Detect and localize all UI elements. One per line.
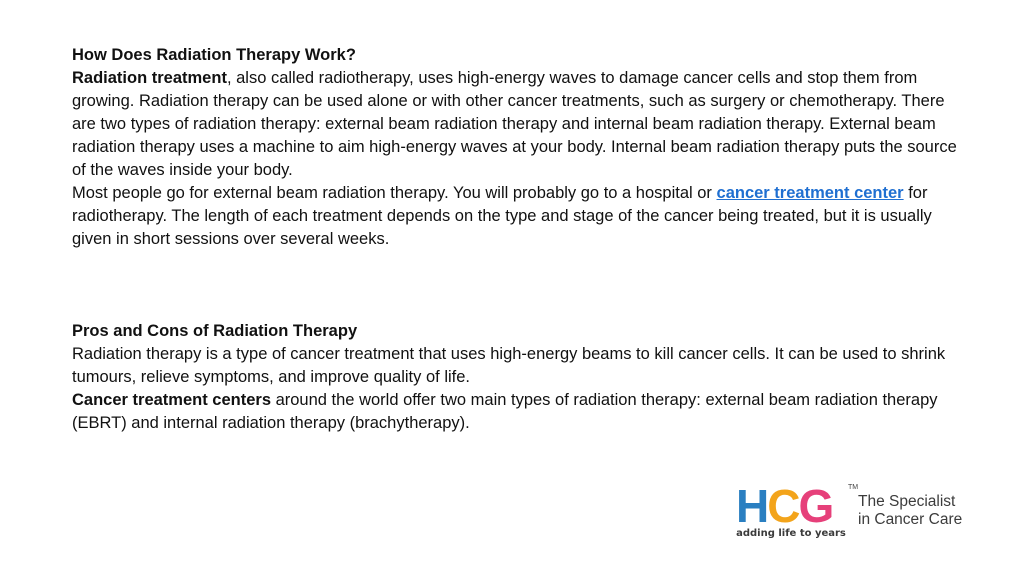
logo-slogan <box>858 493 962 529</box>
bold-term: Radiation treatment <box>72 69 227 87</box>
section-heading <box>72 44 972 67</box>
svg-text:HCG <box>736 484 832 528</box>
logo-tagline: adding life to years <box>736 528 846 539</box>
logo-letter-g: G <box>798 484 833 528</box>
paragraph <box>72 182 972 251</box>
paragraph-text: Most people go for external beam radiation therapy. You will probably go to a hospital or <box>72 184 717 202</box>
hcg-logo <box>736 484 976 548</box>
paragraph-text: around the world offer two main types of radiation therapy: external beam radiation therapy (EBRT) and internal radiation therapy (brachytherapy). <box>72 391 938 432</box>
logo-letter-c: C <box>767 484 799 528</box>
trademark: TM <box>848 484 859 491</box>
heading-text: How Does Radiation Therapy Work? <box>72 46 356 64</box>
cancer-treatment-center-link[interactable]: cancer treatment center <box>716 184 904 202</box>
hcg-wordmark <box>736 484 854 528</box>
section-how-radiation-works <box>72 44 972 251</box>
logo-letter-h: H <box>736 484 768 528</box>
slogan-line: in Cancer Care <box>858 511 963 528</box>
paragraph-text: for radiotherapy. The length of each treatment depends on the type and stage of the cancer being treated, but it is usually given in short sessions over several weeks. <box>72 184 932 248</box>
section-heading <box>72 320 972 343</box>
paragraph <box>72 67 972 182</box>
heading-text: Pros and Cons of Radiation Therapy <box>72 322 358 340</box>
paragraph-text: , also called radiotherapy, uses high-energy waves to damage cancer cells and stop them from growing. Radiation therapy can be used alone or with other cancer treatments, such as surgery or chemotherapy. There are two types of radiation therapy: external beam radiation therapy and internal beam radiation therapy. External beam radiation therapy uses a machine to aim high-energy waves at your body. Internal beam radiation therapy puts the source of the waves inside your body. <box>72 69 957 179</box>
section-pros-cons <box>72 320 972 435</box>
paragraph <box>72 389 972 435</box>
slogan-line: The Specialist <box>858 493 956 510</box>
bold-term: Cancer treatment centers <box>72 391 271 409</box>
paragraph: Radiation therapy is a type of cancer treatment that uses high-energy beams to kill cancer cells. It can be used to shrink tumours, relieve symptoms, and improve quality of life. <box>72 345 946 386</box>
